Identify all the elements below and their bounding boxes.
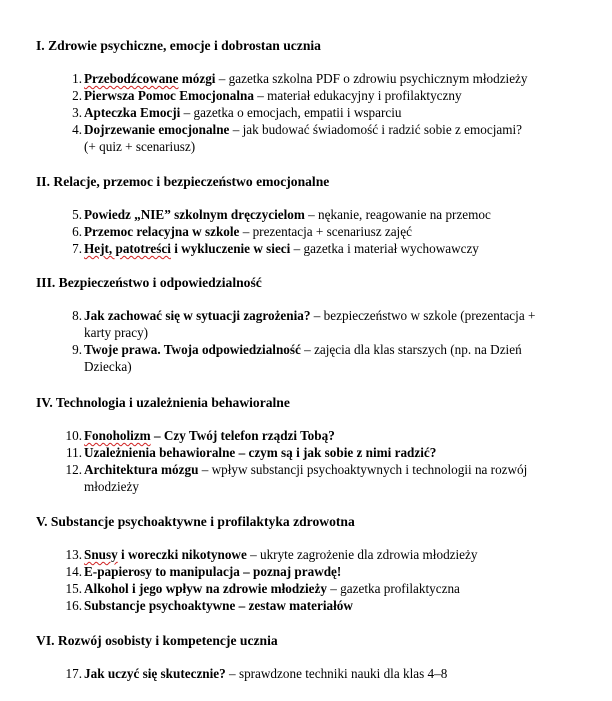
item-number: 6. xyxy=(72,224,82,239)
item-description: – bezpieczeństwo w szkole (prezentacja + xyxy=(310,308,536,323)
item-number: 12. xyxy=(65,462,82,477)
item-title: Uzależnienia behawioralne – czym są i jak sobie z nimi radzić? xyxy=(84,445,437,460)
section-list xyxy=(36,307,612,375)
item-number: 8. xyxy=(72,308,82,323)
list-item xyxy=(36,206,612,223)
list-item xyxy=(36,307,612,341)
item-number: 1. xyxy=(72,71,82,86)
item-title: mózgi xyxy=(178,71,216,86)
item-description: – nękanie, reagowanie na przemoc xyxy=(304,207,491,222)
item-description: – materiał edukacyjny i profilaktyczny xyxy=(253,88,462,103)
list-item xyxy=(36,444,612,461)
item-number: 3. xyxy=(72,105,82,120)
section-list xyxy=(36,665,612,682)
item-title: Alkohol i jego wpływ na zdrowie młodzieży xyxy=(84,581,327,596)
item-number: 2. xyxy=(72,88,82,103)
list-item xyxy=(36,121,612,155)
item-description: – ukryte zagrożenie dla zdrowia młodzieży xyxy=(246,547,478,562)
item-title: Apteczka Emocji xyxy=(84,105,181,120)
item-description: – zajęcia dla klas starszych (np. na Dzień xyxy=(300,342,522,357)
item-description: – gazetka i materiał wychowawczy xyxy=(290,241,479,256)
list-item xyxy=(36,580,612,597)
item-description-continued: karty pracy) xyxy=(84,325,149,340)
item-title-misspelled: Fonoholizm xyxy=(84,428,151,443)
item-number: 9. xyxy=(72,342,82,357)
item-number: 14. xyxy=(65,564,82,579)
item-title: – Czy Twój telefon rządzi Tobą? xyxy=(150,428,335,443)
section-heading: II. Relacje, przemoc i bezpieczeństwo emocjonalne xyxy=(36,174,330,189)
item-number: 15. xyxy=(65,581,82,596)
list-item xyxy=(36,240,612,257)
item-number: 4. xyxy=(72,122,82,137)
section-list xyxy=(36,546,612,614)
item-number: 11. xyxy=(66,445,82,460)
list-item xyxy=(36,87,612,104)
item-title: i woreczki nikotynowe xyxy=(117,547,247,562)
item-title: Jak uczyć się skutecznie? xyxy=(84,666,226,681)
item-number: 10. xyxy=(65,428,82,443)
item-number: 5. xyxy=(72,207,82,222)
list-item xyxy=(36,223,612,240)
list-item xyxy=(36,597,612,614)
item-title: i wykluczenie w sieci xyxy=(170,241,291,256)
item-title: Jak zachować się w sytuacji zagrożenia? xyxy=(84,308,311,323)
item-title: Twoje prawa. Twoja odpowiedzialność xyxy=(84,342,301,357)
item-description: – sprawdzone techniki nauki dla klas 4–8 xyxy=(225,666,448,681)
item-description: – gazetka o emocjach, empatii i wsparciu xyxy=(180,105,402,120)
item-title-misspelled: Hejt, patotreści xyxy=(84,241,171,256)
item-title-misspelled: Przebodźcowane xyxy=(84,71,179,86)
item-description: – gazetka szkolna PDF o zdrowiu psychicznym młodzieży xyxy=(215,71,528,86)
section-heading: V. Substancje psychoaktywne i profilaktyka zdrowotna xyxy=(36,514,355,529)
item-description-continued: (+ quiz + scenariusz) xyxy=(84,139,196,154)
item-description: – prezentacja + scenariusz zajęć xyxy=(239,224,412,239)
section-list xyxy=(36,70,612,155)
item-title: Powiedz „NIE” szkolnym dręczycielom xyxy=(84,207,305,222)
item-description-continued: Dziecka) xyxy=(84,359,132,374)
item-title: Przemoc relacyjna w szkole xyxy=(84,224,240,239)
item-description: – jak budować świadomość i radzić sobie z emocjami? xyxy=(229,122,522,137)
section-heading: VI. Rozwój osobisty i kompetencje ucznia xyxy=(36,633,278,648)
item-number: 16. xyxy=(65,598,82,613)
item-description-continued: młodzieży xyxy=(84,479,139,494)
item-title: Substancje psychoaktywne – zestaw materiałów xyxy=(84,598,353,613)
item-title-misspelled: Snusy xyxy=(84,547,118,562)
item-title: Architektura mózgu xyxy=(84,462,199,477)
list-item xyxy=(36,70,612,87)
list-item xyxy=(36,546,612,563)
item-title: E-papierosy to manipulacja – poznaj prawdę! xyxy=(84,564,342,579)
section-list xyxy=(36,427,612,495)
list-item xyxy=(36,427,612,444)
section-heading: I. Zdrowie psychiczne, emocje i dobrostan ucznia xyxy=(36,38,321,53)
list-item xyxy=(36,461,612,495)
list-item xyxy=(36,563,612,580)
list-item xyxy=(36,341,612,375)
item-number: 17. xyxy=(65,666,82,681)
item-description: – gazetka profilaktyczna xyxy=(326,581,460,596)
list-item xyxy=(36,104,612,121)
item-description: – wpływ substancji psychoaktywnych i technologii na rozwój xyxy=(198,462,528,477)
section-list xyxy=(36,206,612,257)
section-heading: IV. Technologia i uzależnienia behawioralne xyxy=(36,395,290,410)
list-item xyxy=(36,665,612,682)
item-number: 13. xyxy=(65,547,82,562)
item-title: Pierwsza Pomoc Emocjonalna xyxy=(84,88,254,103)
item-title: Dojrzewanie emocjonalne xyxy=(84,122,230,137)
item-number: 7. xyxy=(72,241,82,256)
section-heading: III. Bezpieczeństwo i odpowiedzialność xyxy=(36,275,262,290)
